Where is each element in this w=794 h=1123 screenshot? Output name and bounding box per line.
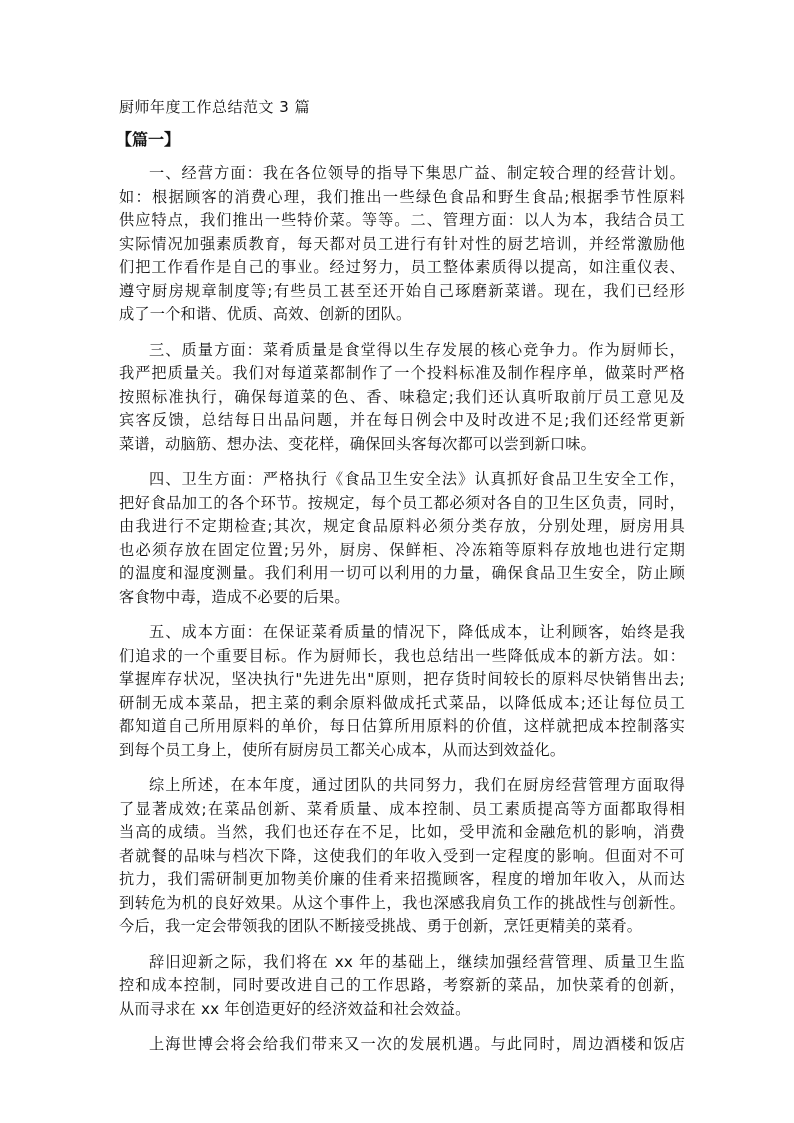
document-body	[119, 162, 685, 1069]
paragraph-line: 上海世博会将会给我们带来又一次的发展机遇。与此同时，周边酒楼和饭店	[149, 1035, 685, 1053]
paragraph-line: 成了一个和谐、优质、高效、创新的团队。	[119, 305, 412, 323]
paragraph	[119, 339, 685, 457]
paragraph-line: 按照标准执行，确保每道菜的色、香、味稳定;我们还认真听取前厅员工意见及	[119, 387, 685, 406]
paragraph	[119, 951, 685, 1022]
paragraph-line: 一、经营方面：我在各位领导的指导下集思广益、制定较合理的经营计划。	[149, 164, 685, 182]
paragraph-line: 控和成本控制，同时要改进自己的工作思路，考察新的菜品，加快菜肴的创新，	[119, 976, 685, 994]
paragraph-line: 供应特点，我们推出一些特价菜。等等。二、管理方面：以人为本，我结合员工	[119, 211, 685, 229]
paragraph-line: 菜谱，动脑筋、想办法、变花样，确保回头客每次都可以尝到新口味。	[119, 434, 597, 453]
paragraph-line: 们追求的一个重要目标。作为厨师长，我也总结出一些降低成本的新方法。如：	[119, 646, 685, 665]
paragraph-line: 抗力，我们需研制更加物美价廉的佳肴来招揽顾客，程度的增加年收入，从而达	[119, 870, 685, 888]
document-title: 厨师年度工作总结范文 3 篇	[119, 98, 311, 116]
paragraph-line: 由我进行不定期检查;其次，规定食品原料必须分类存放，分别处理，厨房用具	[119, 517, 685, 535]
section-heading: 【篇一】	[116, 130, 181, 149]
paragraph-line: 者就餐的品味与档次下降，这使我们的年收入受到一定程度的影响。但面对不可	[119, 846, 685, 865]
paragraph-line: 宾客反馈，总结每日出品问题，并在每日例会中及时改进不足;我们还经常更新	[119, 411, 685, 429]
paragraph	[119, 1033, 685, 1057]
paragraph-line: 综上所述，在本年度，通过团队的共同努力，我们在厨房经营管理方面取得	[149, 776, 685, 794]
paragraph-line: 我严把质量关。我们对每道菜都制作了一个投料标准及制作程序单，做菜时严格	[119, 364, 685, 382]
paragraph-line: 辞旧迎新之际，我们将在 xx 年的基础上，继续加强经营管理、质量卫生监	[149, 952, 685, 971]
paragraph-line: 如：根据顾客的消费心理，我们推出一些绿色食品和野生食品;根据季节性原料	[119, 187, 685, 206]
paragraph-line: 五、成本方面：在保证菜肴质量的情况下，降低成本，让利顾客，始终是我	[149, 623, 685, 641]
paragraph	[119, 774, 685, 939]
paragraph	[119, 162, 685, 327]
paragraph-line: 从而寻求在 xx 年创造更好的经济效益和社会效益。	[119, 999, 471, 1018]
paragraph-line: 掌握库存状况，坚决执行"先进先出"原则，把存货时间较长的原料尽快销售出去;	[119, 670, 685, 688]
paragraph	[119, 468, 685, 609]
paragraph	[119, 621, 685, 762]
paragraph-line: 们把工作看作是自己的事业。经过努力，员工整体素质得以提高，如注重仪表、	[119, 258, 685, 276]
paragraph-line: 遵守厨房规章制度等;有些员工甚至还开始自己琢磨新菜谱。现在，我们已经形	[119, 281, 685, 300]
paragraph-line: 今后，我一定会带领我的团队不断接受挑战、勇于创新，烹饪更精美的菜肴。	[119, 917, 643, 935]
paragraph-line: 到转危为机的良好效果。从这个事件上，我也深感我肩负工作的挑战性与创新性。	[119, 893, 685, 912]
paragraph-line: 了显著成效;在菜品创新、菜肴质量、成本控制、员工素质提高等方面都取得相	[119, 799, 685, 818]
paragraph-line: 研制无成本菜品，把主菜的剩余原料做成托式菜品，以降低成本;还让每位员工	[119, 693, 685, 712]
paragraph-line: 也必须存放在固定位置;另外，厨房、保鲜柜、冷冻箱等原料存放地也进行定期	[119, 540, 685, 559]
paragraph-line: 四、卫生方面：严格执行《食品卫生安全法》认真抓好食品卫生安全工作，	[149, 470, 685, 488]
paragraph-line: 三、质量方面：菜肴质量是食堂得以生存发展的核心竞争力。作为厨师长，	[149, 340, 685, 359]
paragraph-line: 到每个员工身上，使所有厨房员工都关心成本，从而达到效益化。	[119, 740, 566, 759]
paragraph-line: 当高的成绩。当然，我们也还存在不足，比如，受甲流和金融危机的影响，消费	[119, 823, 685, 841]
paragraph-line: 都知道自己所用原料的单价，每日估算所用原料的价值，这样就把成本控制落实	[119, 717, 685, 735]
paragraph-line: 把好食品加工的各个环节。按规定，每个员工都必须对各自的卫生区负责，同时，	[119, 493, 685, 512]
paragraph-line: 的温度和湿度测量。我们利用一切可以利用的力量，确保食品卫生安全，防止顾	[119, 564, 685, 582]
paragraph-line: 实际情况加强素质教育，每天都对员工进行有针对性的厨艺培训，并经常激励他	[119, 234, 685, 253]
paragraph-line: 客食物中毒，造成不必要的后果。	[119, 587, 350, 606]
